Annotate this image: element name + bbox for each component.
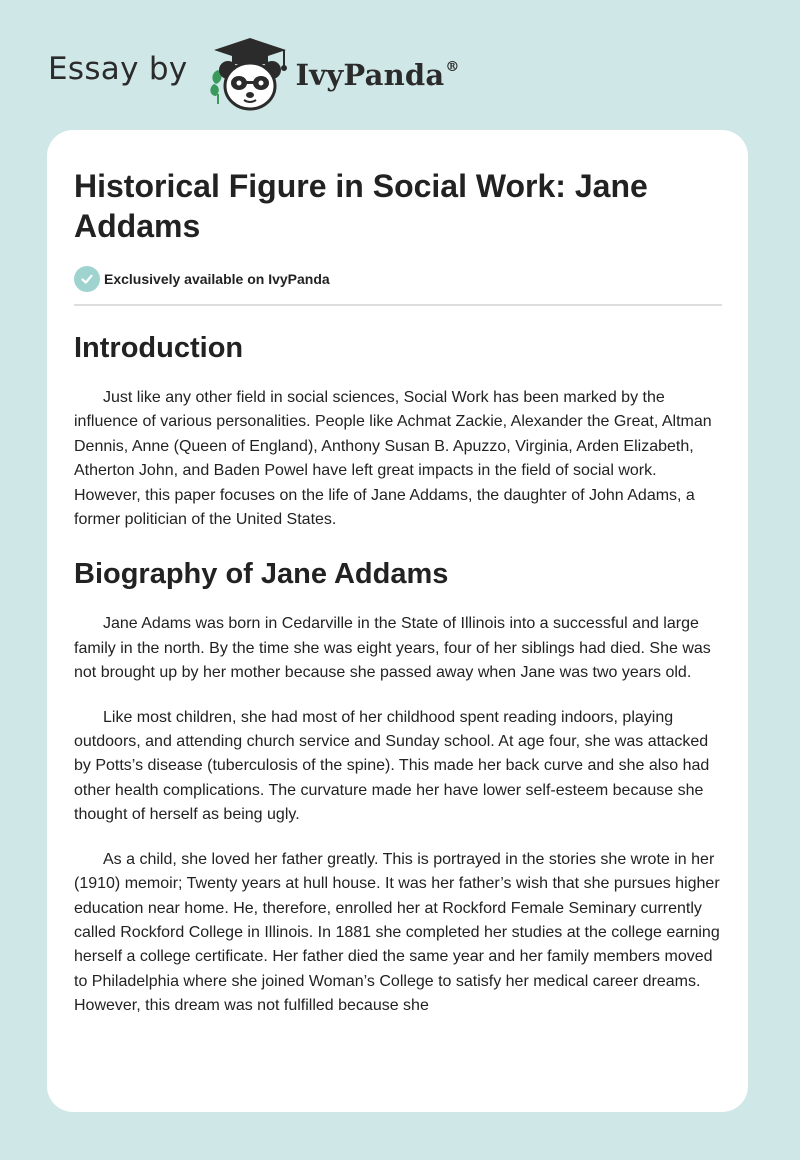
badge-label: Exclusively available on IvyPanda [104,271,330,287]
paragraph: As a child, she loved her father greatly. This is portrayed in the stories she wrote in her (1910) memoir; Twenty years at hull house. It was her father’s wish that she pursues higher education near home. He, therefore, enrolled her at Rockford Female Seminary currently called Rockford College in Illinois. In 1881 she completed her studies at the college earning herself a college certificate. Her father died the same year and her family members moved to Philadelphia where she joined Woman’s College to satisfy her medical career dreams. However, this dream was not fulfilled because she [74,850,720,1015]
exclusive-badge [74,266,722,292]
section-heading-introduction: Introduction [74,332,244,364]
panda-logo-icon[interactable] [204,34,296,112]
essay-card [47,130,748,1112]
checkmark-icon [74,266,100,292]
title-divider [74,304,722,306]
site-header [48,34,460,112]
paragraph: Just like any other field in social sciences, Social Work has been marked by the influence of various personalities. People like Achmat Zackie, Alexander the Great, Altman Dennis, Anne (Queen of England), Anthony Susan B. Apuzzo, Virginia, Arden Elizabeth, Atherton John, and Baden Powel have left great impacts in the field of social work. However, this paper focuses on the life of Jane Addams, the daughter of John Adams, a former politician of the United States. [74,389,712,529]
paragraph: Like most children, she had most of her childhood spent reading indoors, playing outdoors, and attending church service and Sunday school. At age four, she was attacked by Potts’s disease (tuberculosis of the spine). This made her back curve and she also had other health complications. The curvature made her have lower self-esteem because she thought of herself as being ugly. [74,708,710,824]
brand-text: IvyPanda [295,58,445,92]
section-heading-biography: Biography of Jane Addams [74,558,449,591]
essay-by-label: Essay by [48,51,188,87]
page-title: Historical Figure in Social Work: Jane Addams [74,168,648,244]
brand-name[interactable] [296,58,460,92]
registered-mark: ® [445,59,460,75]
paragraph: Jane Adams was born in Cedarville in the State of Illinois into a successful and large family in the north. By the time she was eight years, four of her siblings had died. She was not brought up by her mother because she passed away when Jane was two years old. [74,615,711,682]
